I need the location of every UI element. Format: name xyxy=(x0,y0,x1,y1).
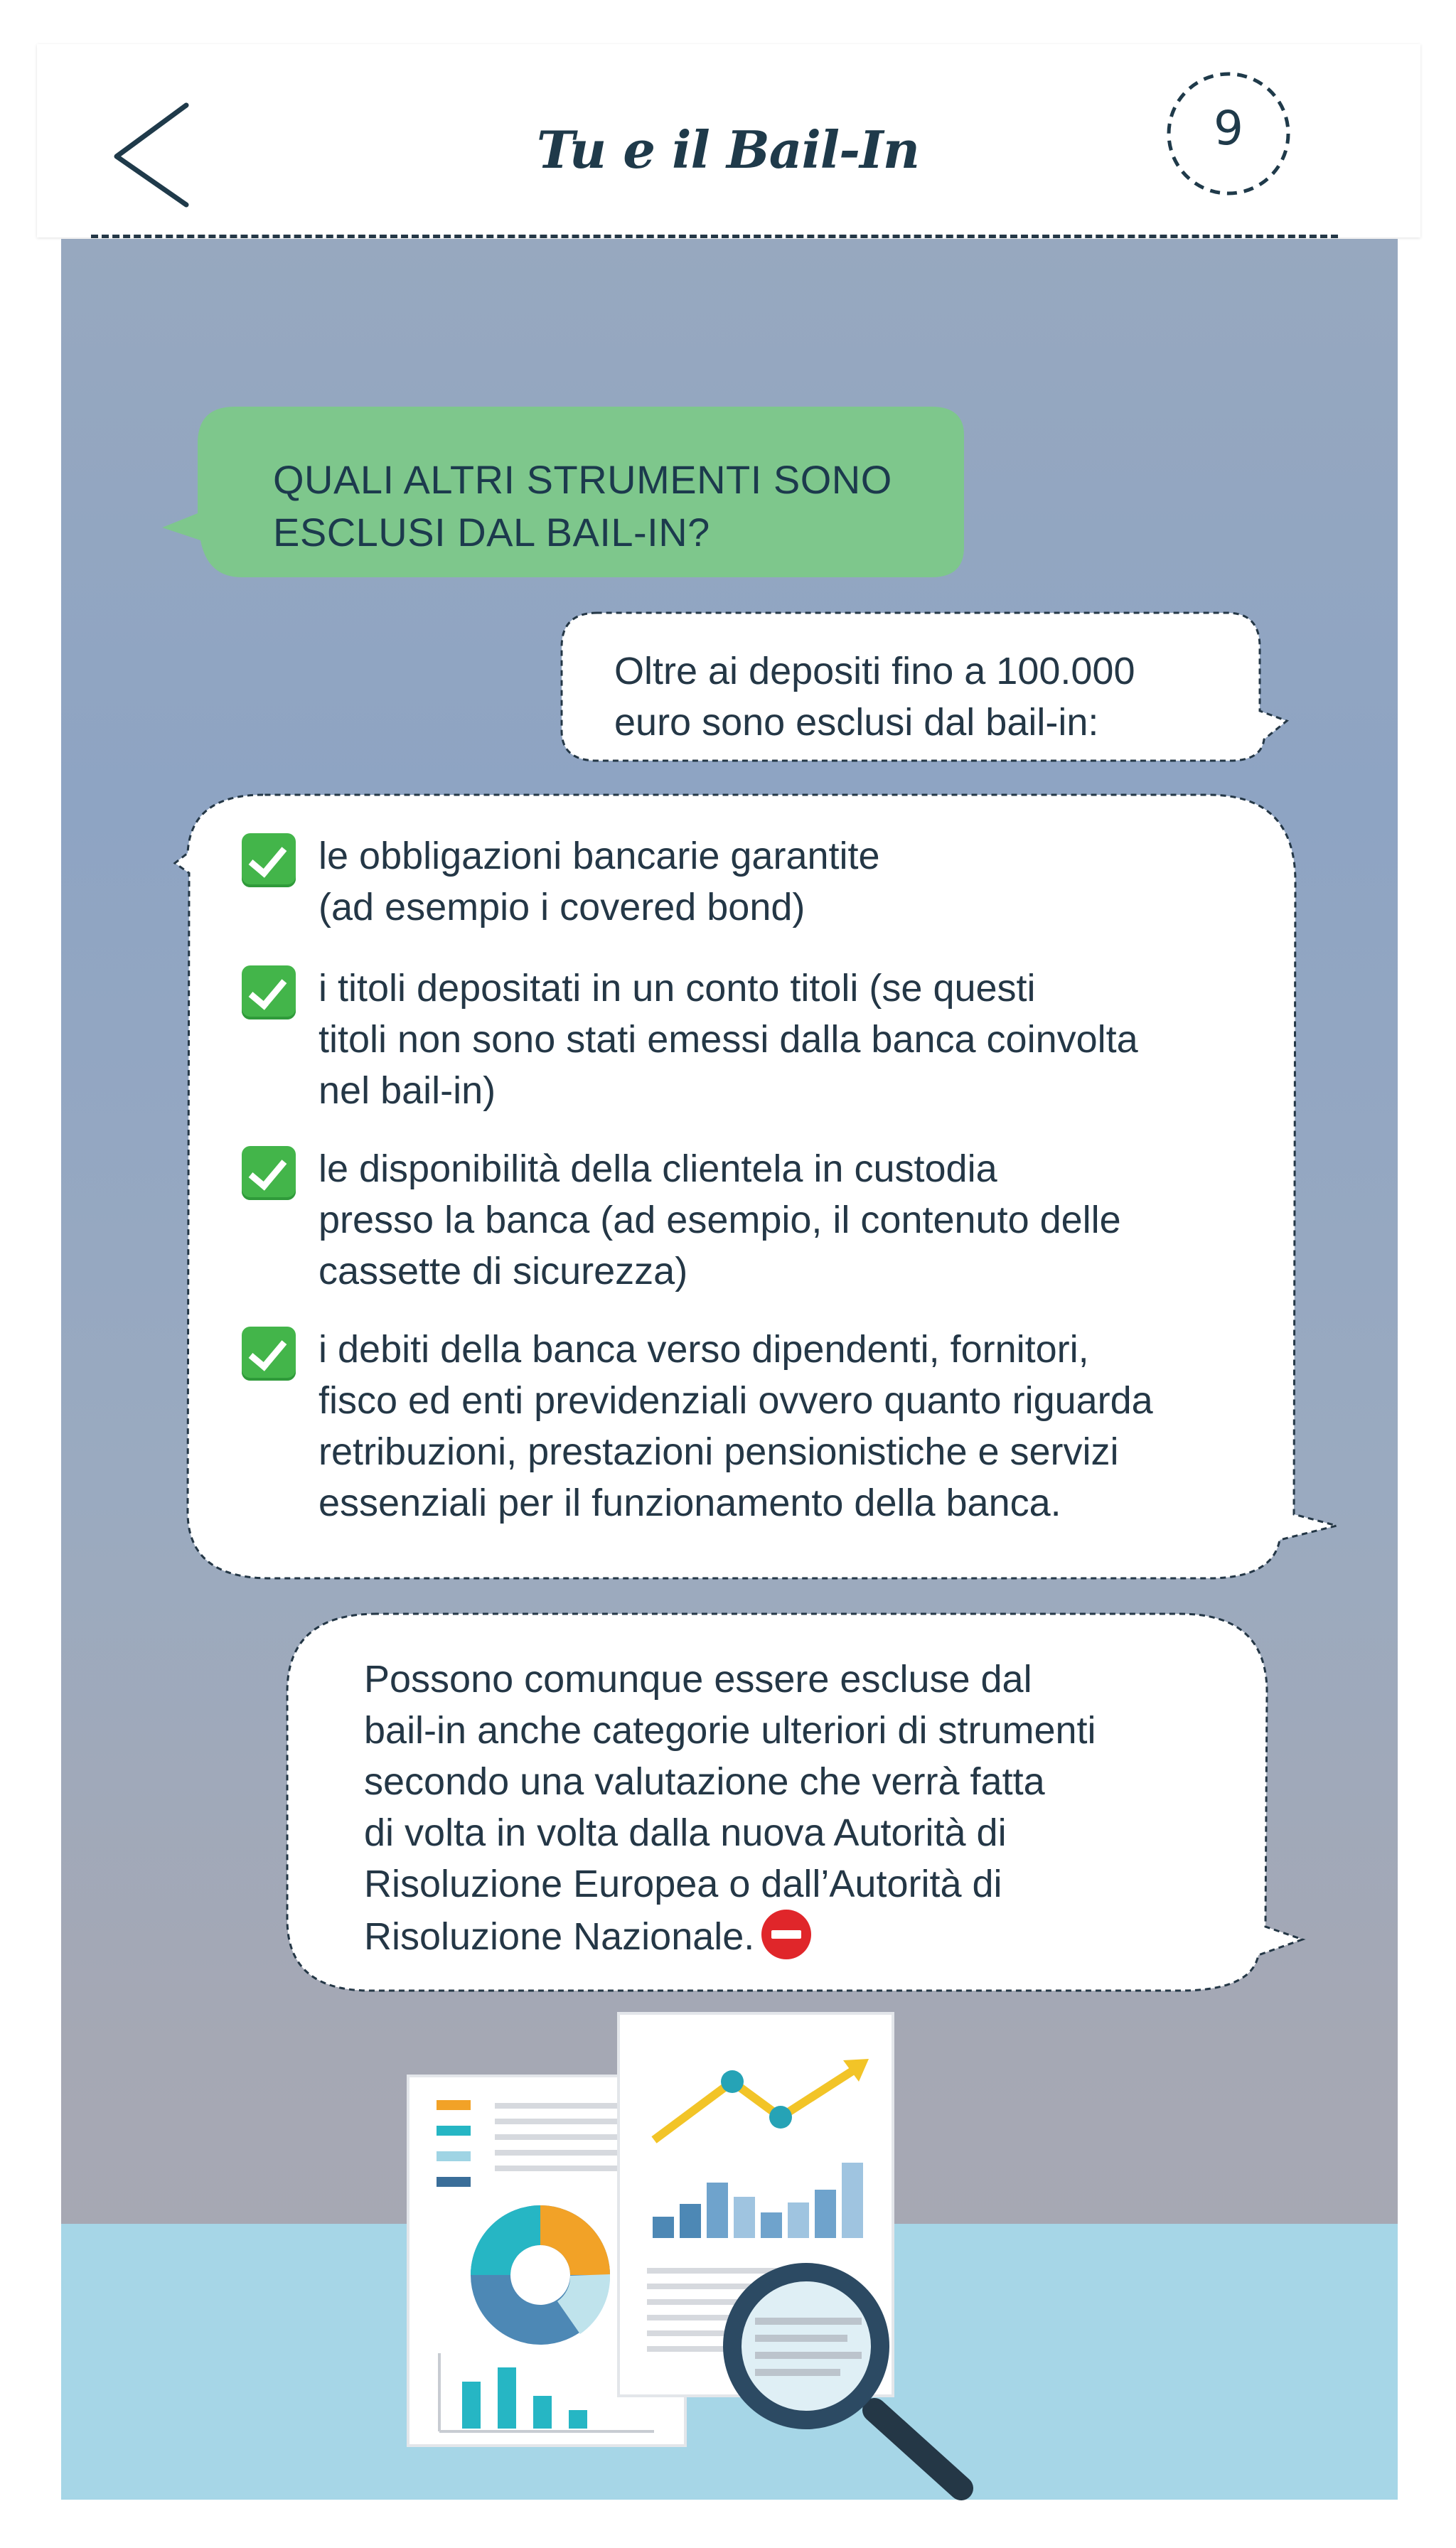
page-number: 9 xyxy=(1214,101,1243,156)
intro-text: Oltre ai depositi fino a 100.000 euro sono esclusi dal bail-in: xyxy=(614,650,1135,744)
magnifier-icon xyxy=(732,2272,961,2488)
page-title: Tu e il Bail-In xyxy=(536,119,920,180)
question-text: QUALI ALTRI STRUMENTI SONO ESCLUSI DAL BAIL-IN? xyxy=(273,457,892,555)
list-item: i debiti della banca verso dipendenti, fornitori, fisco ed enti previdenziali ovvero quanto riguarda retribuzioni, prestazioni pensionistiche e servizi essenziali per il funzionamento della banca. xyxy=(318,1328,1153,1524)
list-item: i titoli depositati in un conto titoli (se questi titoli non sono stati emessi dalla banca coinvolta nel bail-in) xyxy=(318,967,1138,1112)
note-text: Possono comunque essere escluse dal bail-in anche categorie ulteriori di strumenti secondo una valutazione che verrà fatta di volta in volta dalla nuova Autorità di Risoluzione Europea o dall’Autorità di Risoluzione Nazionale. xyxy=(364,1658,1096,1958)
list-item: le disponibilità della clientela in custodia presso la banca (ad esempio, il contenuto delle cassette di sicurezza) xyxy=(318,1147,1121,1292)
list-item: le obbligazioni bancarie garantite (ad esempio i covered bond) xyxy=(318,835,880,928)
